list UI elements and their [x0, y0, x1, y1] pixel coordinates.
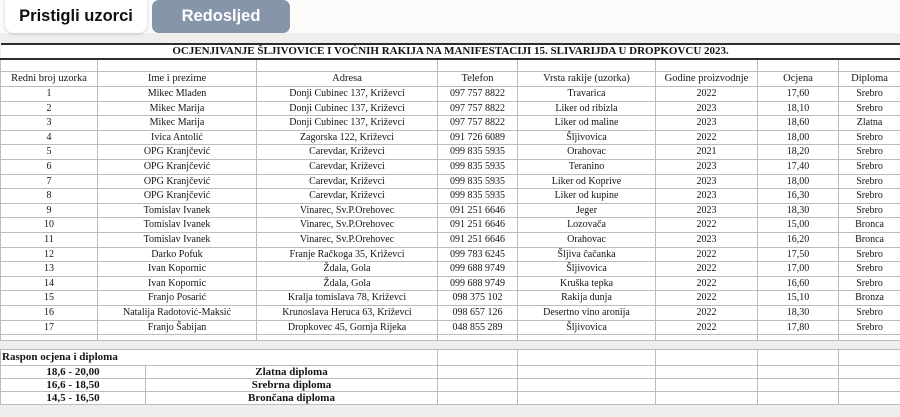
- cell: Srebro: [839, 305, 900, 320]
- empty-cell: [518, 350, 656, 366]
- header-row: [1, 71, 900, 87]
- cell: 099 835 5935: [438, 145, 518, 160]
- empty-cell: [518, 59, 656, 71]
- column-header: Ocjena: [758, 71, 839, 87]
- empty-cell: [656, 335, 758, 341]
- cell: OPG Kranjčević: [98, 159, 257, 174]
- cell: Dropkovec 45, Gornja Rijeka: [257, 320, 438, 335]
- cell: Liker od ribizla: [518, 101, 656, 116]
- cell: Orahovac: [518, 145, 656, 160]
- empty-cell: [839, 59, 900, 71]
- cell: Ivan Kopornic: [98, 262, 257, 277]
- cell: 091 726 6089: [438, 130, 518, 145]
- sheet-tab-bar: [0, 0, 900, 33]
- cell: 1: [1, 87, 98, 102]
- cell: 099 835 5935: [438, 189, 518, 204]
- cell: OPG Kranjčević: [98, 189, 257, 204]
- cell: 15,10: [758, 291, 839, 306]
- cell: 2021: [656, 145, 758, 160]
- cell: 4: [1, 130, 98, 145]
- empty-cell: [656, 392, 758, 405]
- cell: Mikec Mladen: [98, 87, 257, 102]
- cell: Liker od kupine: [518, 189, 656, 204]
- cell: 17,60: [758, 87, 839, 102]
- cell: Ivan Kopornic: [98, 276, 257, 291]
- cell: 17,00: [758, 262, 839, 277]
- cell: Vinarec, Sv.P.Orehovec: [257, 218, 438, 233]
- empty-cell: [656, 59, 758, 71]
- table-row: [1, 305, 900, 320]
- cell: 2022: [656, 262, 758, 277]
- cell: 097 757 8822: [438, 116, 518, 131]
- cell: 097 757 8822: [438, 87, 518, 102]
- table-row: [1, 291, 900, 306]
- cell: Šljivovica: [518, 262, 656, 277]
- cell: Srebro: [839, 145, 900, 160]
- cell: Ždala, Gola: [257, 262, 438, 277]
- column-header: Ime i prezime: [98, 71, 257, 87]
- cell: 11: [1, 232, 98, 247]
- empty-cell: [518, 392, 656, 405]
- cell: 17: [1, 320, 98, 335]
- table-row: [1, 174, 900, 189]
- cell: Srebro: [839, 247, 900, 262]
- cell: 091 251 6646: [438, 218, 518, 233]
- cell: Srebro: [839, 130, 900, 145]
- empty-cell: [839, 350, 900, 366]
- cell: 15,00: [758, 218, 839, 233]
- column-header: Telefon: [438, 71, 518, 87]
- cell: 2022: [656, 130, 758, 145]
- cell: Srebro: [839, 276, 900, 291]
- cell: 2022: [656, 320, 758, 335]
- cell: Carevdar, Križevci: [257, 189, 438, 204]
- legend-diploma-cell: Srebrna diploma: [146, 378, 438, 391]
- cell: Liker od maline: [518, 116, 656, 131]
- cell: Srebro: [839, 320, 900, 335]
- cell: 6: [1, 159, 98, 174]
- cell: Šljivovica: [518, 130, 656, 145]
- table-row: [1, 87, 900, 102]
- cell: Šljivovica: [518, 320, 656, 335]
- cell: Donji Cubinec 137, Križevci: [257, 101, 438, 116]
- empty-cell: [839, 365, 900, 378]
- cell: 18,60: [758, 116, 839, 131]
- empty-cell: [518, 378, 656, 391]
- cell: 2022: [656, 87, 758, 102]
- cell: Carevdar, Križevci: [257, 159, 438, 174]
- cell: Bronca: [839, 232, 900, 247]
- cell: 2023: [656, 159, 758, 174]
- cell: 18,00: [758, 174, 839, 189]
- cell: 7: [1, 174, 98, 189]
- cell: Liker od Koprive: [518, 174, 656, 189]
- empty-cell: [438, 378, 518, 391]
- table-row: [1, 262, 900, 277]
- cell: 9: [1, 203, 98, 218]
- cell: 2022: [656, 305, 758, 320]
- cell: Vinarec, Sv.P.Orehovec: [257, 203, 438, 218]
- legend-diploma-cell: Brončana diploma: [146, 392, 438, 405]
- cell: Tomislav Ivanek: [98, 232, 257, 247]
- table-row: [1, 145, 900, 160]
- cell: Donji Cubinec 137, Križevci: [257, 87, 438, 102]
- empty-cell: [257, 335, 438, 341]
- cell: 2023: [656, 203, 758, 218]
- empty-cell: [438, 59, 518, 71]
- cell: 18,30: [758, 305, 839, 320]
- empty-cell: [257, 59, 438, 71]
- empty-cell: [839, 335, 900, 341]
- cell: 048 855 289: [438, 320, 518, 335]
- empty-cell: [1, 59, 98, 71]
- table-row: [1, 116, 900, 131]
- cell: Krunoslava Heruca 63, Križevci: [257, 305, 438, 320]
- empty-cell: [438, 335, 518, 341]
- legend-heading-row: [1, 350, 900, 366]
- empty-cell: [656, 378, 758, 391]
- cell: Tomislav Ivanek: [98, 203, 257, 218]
- empty-cell: [98, 335, 257, 341]
- legend-table: [0, 349, 900, 405]
- empty-cell: [758, 365, 839, 378]
- empty-row: [1, 335, 900, 341]
- empty-cell: [98, 59, 257, 71]
- tab-redosljed[interactable]: Redosljed: [152, 0, 290, 33]
- cell: 18,10: [758, 101, 839, 116]
- empty-cell: [758, 335, 839, 341]
- cell: Travarica: [518, 87, 656, 102]
- empty-cell: [758, 59, 839, 71]
- cell: Vinarec, Sv.P.Orehovec: [257, 232, 438, 247]
- cell: 10: [1, 218, 98, 233]
- cell: Srebro: [839, 203, 900, 218]
- table-row: [1, 218, 900, 233]
- empty-cell: [839, 378, 900, 391]
- empty-cell: [758, 350, 839, 366]
- column-header: Godine proizvodnje: [656, 71, 758, 87]
- cell: Mikec Marija: [98, 116, 257, 131]
- spreadsheet-area: [0, 43, 900, 405]
- cell: Zagorska 122, Križevci: [257, 130, 438, 145]
- cell: 097 757 8822: [438, 101, 518, 116]
- cell: Desertno vino aronija: [518, 305, 656, 320]
- cell: Darko Pofuk: [98, 247, 257, 262]
- cell: Donji Cubinec 137, Križevci: [257, 116, 438, 131]
- cell: 18,20: [758, 145, 839, 160]
- cell: Ždala, Gola: [257, 276, 438, 291]
- table-row: [1, 189, 900, 204]
- cell: 2023: [656, 116, 758, 131]
- cell: 091 251 6646: [438, 203, 518, 218]
- cell: 17,40: [758, 159, 839, 174]
- cell: 2022: [656, 247, 758, 262]
- table-row: [1, 130, 900, 145]
- cell: 16: [1, 305, 98, 320]
- cell: 8: [1, 189, 98, 204]
- table-row: [1, 203, 900, 218]
- legend-range-cell: 16,6 - 18,50: [1, 378, 146, 391]
- empty-cell: [839, 392, 900, 405]
- tab-pristigli-uzorci[interactable]: Pristigli uzorci: [5, 0, 147, 33]
- table-row: [1, 232, 900, 247]
- cell: Teranino: [518, 159, 656, 174]
- empty-cell: [758, 392, 839, 405]
- cell: 2022: [656, 276, 758, 291]
- cell: 17,80: [758, 320, 839, 335]
- column-header: Diploma: [839, 71, 900, 87]
- empty-cell: [656, 365, 758, 378]
- legend-range-cell: 14,5 - 16,50: [1, 392, 146, 405]
- cell: 14: [1, 276, 98, 291]
- cell: Carevdar, Križevci: [257, 145, 438, 160]
- empty-cell: [438, 350, 518, 366]
- cell: 16,20: [758, 232, 839, 247]
- table-row: [1, 276, 900, 291]
- cell: 2022: [656, 218, 758, 233]
- cell: Srebro: [839, 174, 900, 189]
- cell: Šljiva čačanka: [518, 247, 656, 262]
- cell: Franjo Posarić: [98, 291, 257, 306]
- cell: Srebro: [839, 87, 900, 102]
- cell: Kruška tepka: [518, 276, 656, 291]
- cell: 13: [1, 262, 98, 277]
- cell: 2022: [656, 291, 758, 306]
- legend-row: [1, 365, 900, 378]
- empty-cell: [1, 335, 98, 341]
- cell: Orahovac: [518, 232, 656, 247]
- empty-cell: [438, 365, 518, 378]
- cell: Tomislav Ivanek: [98, 218, 257, 233]
- cell: 099 688 9749: [438, 262, 518, 277]
- cell: Zlatna: [839, 116, 900, 131]
- cell: Mikec Marija: [98, 101, 257, 116]
- empty-cell: [518, 365, 656, 378]
- cell: Bronza: [839, 291, 900, 306]
- cell: Franje Račkoga 35, Križevci: [257, 247, 438, 262]
- cell: 098 375 102: [438, 291, 518, 306]
- cell: 2023: [656, 101, 758, 116]
- cell: 099 835 5935: [438, 174, 518, 189]
- cell: Srebro: [839, 159, 900, 174]
- cell: Kralja tomislava 78, Križevci: [257, 291, 438, 306]
- cell: Bronca: [839, 218, 900, 233]
- column-header: Redni broj uzorka: [1, 71, 98, 87]
- samples-table: [0, 43, 900, 341]
- cell: 099 783 6245: [438, 247, 518, 262]
- table-row: [1, 320, 900, 335]
- column-header: Adresa: [257, 71, 438, 87]
- cell: 15: [1, 291, 98, 306]
- legend-heading: Raspon ocjena i diploma: [1, 350, 438, 366]
- cell: OPG Kranjčević: [98, 145, 257, 160]
- empty-cell: [656, 350, 758, 366]
- sheet-title: OCJENJIVANJE ŠLJIVOVICE I VOĆNIH RAKIJA NA MANIFESTACIJI 15. SLIVARIJDA U DROPKOVCU 2023.: [1, 44, 900, 59]
- legend-range-cell: 18,6 - 20,00: [1, 365, 146, 378]
- table-row: [1, 247, 900, 262]
- legend-row: [1, 378, 900, 391]
- cell: Srebro: [839, 262, 900, 277]
- cell: 091 251 6646: [438, 232, 518, 247]
- cell: 5: [1, 145, 98, 160]
- empty-cell: [518, 335, 656, 341]
- cell: Carevdar, Križevci: [257, 174, 438, 189]
- cell: Srebro: [839, 189, 900, 204]
- cell: 16,30: [758, 189, 839, 204]
- cell: Franjo Šabijan: [98, 320, 257, 335]
- cell: 099 688 9749: [438, 276, 518, 291]
- cell: 2023: [656, 189, 758, 204]
- cell: 17,50: [758, 247, 839, 262]
- column-header: Vrsta rakije (uzorka): [518, 71, 656, 87]
- cell: Rakija dunja: [518, 291, 656, 306]
- cell: Srebro: [839, 101, 900, 116]
- legend-diploma-cell: Zlatna diploma: [146, 365, 438, 378]
- cell: 18,00: [758, 130, 839, 145]
- cell: Ivica Antolić: [98, 130, 257, 145]
- cell: 16,60: [758, 276, 839, 291]
- cell: Lozovača: [518, 218, 656, 233]
- cell: OPG Kranjčević: [98, 174, 257, 189]
- cell: 12: [1, 247, 98, 262]
- cell: 099 835 5935: [438, 159, 518, 174]
- legend-row: [1, 392, 900, 405]
- empty-row: [1, 59, 900, 71]
- table-row: [1, 101, 900, 116]
- cell: 3: [1, 116, 98, 131]
- cell: 2: [1, 101, 98, 116]
- empty-cell: [758, 378, 839, 391]
- cell: 2023: [656, 232, 758, 247]
- section-gap: [0, 341, 900, 349]
- cell: Jeger: [518, 203, 656, 218]
- empty-cell: [438, 392, 518, 405]
- cell: 18,30: [758, 203, 839, 218]
- table-row: [1, 159, 900, 174]
- cell: 2023: [656, 174, 758, 189]
- title-row: [1, 44, 900, 59]
- cell: 098 657 126: [438, 305, 518, 320]
- cell: Natalija Radotović-Maksić: [98, 305, 257, 320]
